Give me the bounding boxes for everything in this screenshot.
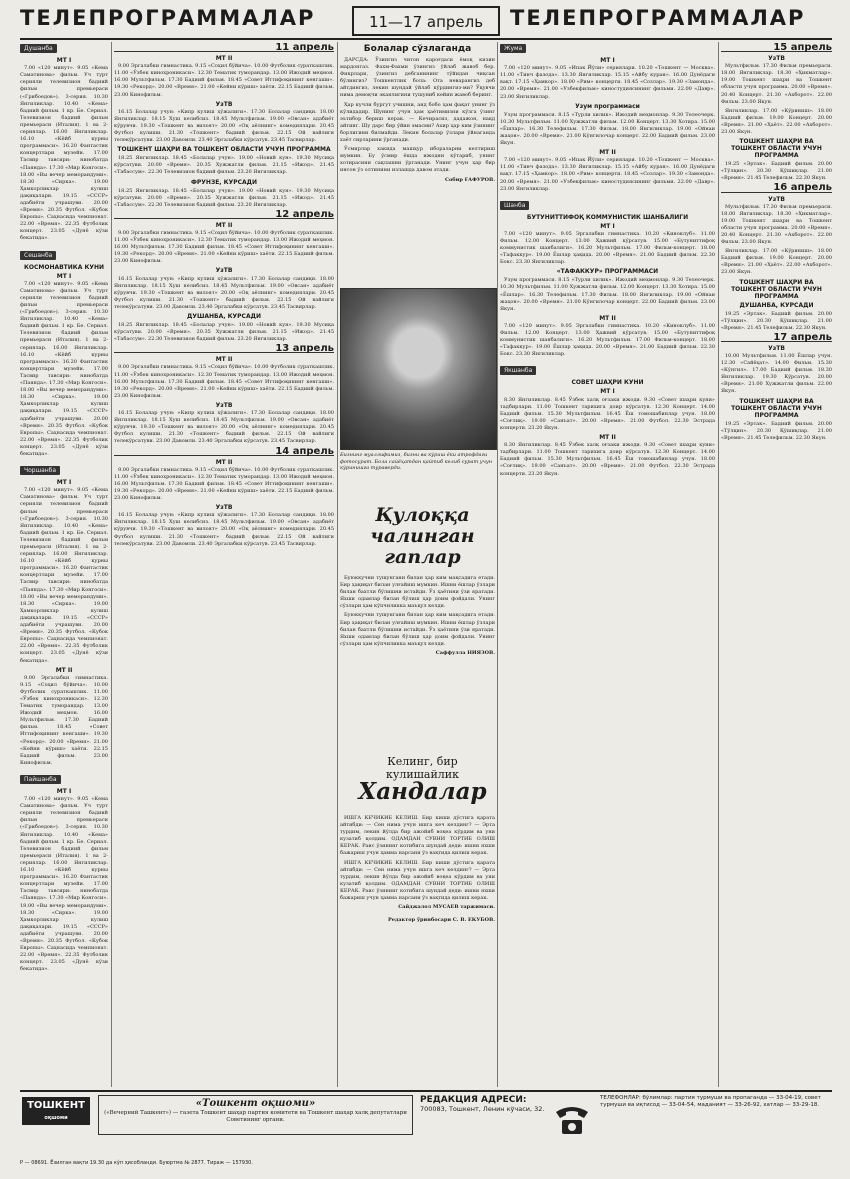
channel-label: МТ I — [600, 57, 615, 65]
program-text: 16.15 Болалар учун: «Кипр кулиш хўжалиги». 17.30 Болалар сандиқи. 18.00 Янгиликлар. 18.15 Хуш келибсиз. 18.45 Мультфильм. 19.00 «Овсан» адабиёт кўрувчи. 19.30 «Тошкент ва вилоят» 20.00 «Оқ аёлнинг» комедиялари. 20.45 Футбол кулиши. 21.30 «Тошкент» бадиий фильм. 22.15 Ой вайлиги телекўрсатуви. 23.00 Давомли. 23.40 Эргалабки кўрсатув. 23.45 Тасвирлар. — [114, 275, 334, 310]
column-separator — [111, 42, 112, 1087]
channel-label: УзТВ — [215, 267, 233, 275]
day-tab-sunday: Якшанба — [500, 366, 536, 375]
day-heading-12: 12 апрель — [114, 211, 334, 219]
program-text: 19.25 «Эртак». Бадиий фильм. 20.00 «Тўлқин». 20.30 Қўшиқлар. 21.00 «Время». 21.45 Телефильм. 22.30 Якун. — [721, 310, 832, 331]
day-tab-friday: Жума — [500, 44, 526, 53]
feature-kicker: Келинг, бир кулишайлик — [386, 755, 459, 781]
subheading-butun: БУТУНИТТИФОҚ КОММУНИСТИК ШАНБАЛИГИ — [526, 213, 689, 221]
program-text: 9.00 Эргалабки гимнастика. 9.15 «Соҳил бўйича». 10.00 Футболик сураткашлик. 11.00 «Ўзбек кинохроникаси». 12.30 Тематик туморандар. 13.00 Ижодий меҳмон. 16.00 Мультфильм. 17.30 Бадиий фильм. 18.45 «Совет Иттифоқининг кенгаши». 19.30 «Рекорд». 20.00 «Время». 21.00 «Кейни кўриш» хаёти. 22.15 Бадиий фильм. 23.00 Кинофильм. — [20, 674, 108, 766]
column-3-top — [340, 42, 495, 287]
column-1 — [20, 42, 108, 1087]
paper-info-box — [98, 1095, 413, 1135]
program-text: 7.00 «120 минут». 9.05 «Кема Саматинова» фильм. Уч турт серияли телевизион бадиий фильм премьераси («Грибоедов»). 3-серия. 10.30 Янгиликлар. 10.40 «Кема» бадиий фильм. 1 кр. Бе. Сериал. Телевизион бадиий фильм премьераси (Италия). 1 ва 2-сериялар. 16.00 Янгиликлар. 16.10 «Кёйб курны программаси». 16.20 Фантастик концертлари музейи. 17.00 Тасвир тавсири: нинобатда «Паянда». 17.30 «Мир Конгоси». 18.00 «Вы вечер меморандуми». 18.30 «Сирка». 19.00 Ҳамкорликлар кулиш дақиқалари. 19.15 «СССР» адабиёти учрашуви. 20.00 «Время». 20.35 Футбол. «Кубок Европы». Саҳнасида чемпионат. 22.00 «Время». 22.35 Футболик концерт. 23.05 «Дунё кўзи бекатида». — [20, 280, 108, 457]
channel-label: МТ I — [56, 788, 72, 795]
channel-label: УзТВ — [768, 344, 785, 352]
program-text: Янгиликлар. 17.00 «Кўриниш». 18.00 Бадиий фильм. 19.00 Концерт. 20.00 «Время». 21.00 «Ҳаёт». 22.00 «Ахборот». 23.00 Якун. — [721, 107, 832, 136]
header-title-right: ТЕЛЕПРОГРАММАЛАР — [510, 6, 806, 30]
day-heading-15: 15 апрель — [721, 44, 832, 52]
author-name: Сайджалол МУСАЕВ таржимаси. — [398, 904, 495, 911]
program-text: 7.00 «120 минут». 9.05 Эргалабки гимнастика. 10.20 «Киноклуб». 11.00 Фильм. 12.00 Концерт. 13.00 Ҳажвий кўрсатув. 15.00 «Бутуниттифоқ коммунистик шанбалиги». 16.20 Мультфильм. 17.00 Фильм-концерт. 18.00 «Тафаккур». 19.00 Ёшлар ҳақида. 20.00 «Время». 21.00 Бадиий фильм. 22.30 Бокс. 23.30 Янгиликлар. — [500, 322, 715, 358]
subheading-toshkent: ТОШКЕНТ ШАҲРИ ВА ТОШКЕНТ ОБЛАСТИ УЧУН ПРОГРАММА — [731, 397, 822, 419]
feature-text: Ҳар кучли бургут учишни, анд бобо ҳам фақат унинг ўз кўлидадир. Шунинг учун ҳам ҳаётимизни кўзга ўзинг эътибор бериш керак. — Кечирасиз, дадажон, нақд айтинг. Шу дарс бир ўйин эмасми? Ахир ҳар ким ўзининг борлигини билмайди. Лекин болалар ўзлари ўйнаганда хаёт сирларини ўрганади. — [340, 101, 495, 144]
header-title-left: ТЕЛЕПРОГРАММАЛАР — [20, 6, 316, 30]
subheading-toshkent: ТОШКЕНТ ШАҲРИ ВА ТОШКЕНТ ОБЛАСТИ УЧУН ПРОГРАММА — [731, 278, 822, 300]
channel-label: МТ II — [55, 666, 73, 674]
program-text: 9.00 Эргалабки гимнастика. 9.15 «Соҳил бўйича». 10.00 Футболик сураткашлик. 11.00 «Ўзбек кинохроникаси». 12.30 Тематик туморандар. 13.00 Ижодий меҳмон. 16.00 Мультфильм. 17.30 Бадиий фильм. 18.45 «Совет Иттифоқининг кенгаши». 19.30 «Рекорд». 20.00 «Время». 21.00 «Кейни кўриш» хаёти. 22.15 Бадиий фильм. 23.00 Кинофильм. — [114, 364, 334, 399]
header-date: 11—17 апрель — [352, 6, 500, 36]
channel-label: МТ II — [215, 458, 233, 466]
program-text: 16.15 Болалар учун: «Кипр кулиш хўжалиги». 17.30 Болалар сандиқи. 18.00 Янгиликлар. 18.15 Хуш келибсиз. 18.45 Мультфильм. 19.00 «Овсан» адабиёт кўрувчи. 19.30 «Тошкент ва вилоят» 20.00 «Оқ аёлнинг» комедиялари. 20.45 Футбол кулиши. 21.30 «Тошкент» бадиий фильм. 22.15 Ой вайлиги телекўрсатуви. 23.00 Давомли. 23.40 Эргалабки кўрсатув. 23.45 Тасвирлар. — [114, 512, 334, 547]
day-heading-14: 14 апрель — [114, 448, 334, 456]
author-name: Саффулла НИЯЗОВ. — [435, 649, 495, 656]
feature-text: Буюккучни тушунгани билан ҳар ким мақсадига етади. Бир ҳақиқат билан улғайиш мумкин. Ишни ёшлар ўзлари билан бахтли бўлишни истайди. Ўз ҳаётини ўзи яратади. Яхши одамлар билан бўлиш ҳар доим фойдали. Унинг сўзлари ҳам кўпчиликка маъқул келди. — [340, 612, 495, 647]
day-heading-11: 11 апрель — [114, 44, 334, 52]
program-text: 16.15 Болалар учун: «Кипр кулиш хўжалиги». 17.30 Болалар сандиқи. 18.00 Янгиликлар. 18.15 Хуш келибсиз. 18.45 Мультфильм. 19.00 «Овсан» адабиёт кўрувчи. 19.30 «Тошкент ва вилоят» 20.00 «Оқ аёлнинг» комедиялари. 20.45 Футбол кулиши. 21.30 «Тошкент» бадиий фильм. 22.15 Ой вайлиги телекўрсатуви. 23.00 Давомли. 23.40 Эргалабки кўрсатув. 23.45 Тасвирлар. — [114, 410, 334, 445]
program-text: 9.00 Эргалабки гимнастика. 9.15 «Соҳил бўйича». 10.00 Футболик сураткашлик. 11.00 «Ўзбек кинохроникаси». 12.30 Тематик туморандар. 13.00 Ижодий меҳмон. 16.00 Мультфильм. 17.30 Бадиий фильм. 18.45 «Совет Иттифоқининг кенгаши». 19.30 «Рекорд». 20.00 «Время». 21.00 «Кейни кўриш» хаёти. 22.15 Бадиий фильм. 23.00 Кинофильм. — [114, 229, 334, 265]
subheading-frunze: ФРУНЗЕ, КУРСАДИ — [190, 178, 258, 186]
program-text: 7.00 «120 минут». 9.05 «Кема Саматинова» фильм. Уч турт серияли телевизион бадиий фильм премьераси («Грибоедов»). 3-серия. 10.30 Янгиликлар. 10.40 «Кема» бадиий фильм. 1 кр. Бе. Сериал. Телевизион бадиий фильм премьераси (Италия). 1 ва 2-сериялар. 16.00 Янгиликлар. 16.10 «Кёйб курны программаси». 16.20 Фантастик концертлари музейи. 17.00 Тасвир тавсири: нинобатда «Паянда». 17.30 «Мир Конгоси». 18.00 «Вы вечер меморандуми». 18.30 «Сирка». 19.00 Ҳамкорликлар кулиш дақиқалари. 19.15 «СССР» адабиёти учрашуви. 20.00 «Время». 20.35 Футбол. «Кубок Европы». Саҳнасида чемпионат. 22.00 «Время». 22.35 Футболик концерт. 23.05 «Дунё кўзи бекатида». — [20, 65, 108, 242]
phones-box — [600, 1095, 832, 1147]
feature-text: ИШГА КЕЧИКИБ КЕЛИШ. Бир киши дўстига қарата айтибди: — Сен нима учун ишга кеч келдинг? — Эрта турдим, лекин йўлда бир ажойиб воқеа кўрдим ва уни кузатиб қолдим. ОДАМДАН СУВНИ ТОРТИБ ОЛИШ КЕРАК. Раис ўзининг котибига шундай деди: ишни яхши бажариш учун ҳамма нарсани ўз вақтида қилиш керак. — [340, 815, 495, 857]
program-text: 7.00 «120 минут». 9.05 «Ипак Йўли» сериялари. 10.20 «Тошкент — Москва». 11.00 «Тинч фазода». 13.30 Янгиликлар. 15.15 «Айбу куран». 16.00 Дунёдаги вақт. 17.15 «Ҳамкор». 18.00 «Рим» концерти. 18.45 «Созлар». 19.30 «Замонда». 20.00 «Время». 21.00 «Узбекфильм» киностудиясининг фильми. 22.00 «Давр». 23.00 Янгиликлар. — [500, 65, 715, 100]
channel-label: МТ I — [56, 272, 72, 280]
program-text: 10.00 Мультфильм. 11.00 Ёшлар учун. 12.30 «Сайёҳат». 14.00 Фильм. 15.30 «Кўнгил». 17.00 Бадиий фильм. 18.30 Янгиликлар. 19.30 Кўрсатув. 20.00 «Время». 21.00 Хужжатли фильм. 22.00 Якун. — [721, 353, 832, 395]
channel-label: УзТВ — [215, 100, 233, 108]
program-text: 8.30 Янгиликлар. 8.45 Ўзбек халқ оғзаки ижоди. 9.30 «Совет шаҳри куни» тадбирлари. 11.00 Тошкент тарихига доир кўрсатув. 12.30 Концерт. 14.00 Бадиий фильм. 15.30 Мультфильм. 16.45 Ёш томошабинлар учун. 18.00 «Соғлиқ». 19.00 «Санъат». 20.00 «Время». 21.00 Футбол. 22.30 Эстрада концерти. 23.20 Якун. — [500, 396, 715, 431]
column-3-bottom — [340, 815, 495, 1065]
day-tab-monday: Душанба — [20, 44, 57, 53]
column-separator — [337, 42, 338, 1087]
program-text: Узум программаси. 8.15 «Турли хилик». Ижодий меҳмонлар. 9.30 Телеочерк. 10.30 Мультфильм. 11.00 Хужжатли фильм. 12.00 Концерт. 13.30 Хотира. 15.00 «Ёшлар». 16.30 Телефильм. 17.30 Фильм. 18.00 Янгиликлар. 19.00 «Ойнаи жаҳон». 20.00 «Время». 21.00 Кўнгилочар концерт. 22.00 Бадиий фильм. 23.00 Якун. — [500, 111, 715, 147]
address-title: РЕДАКЦИЯ АДРЕСИ: — [420, 1095, 527, 1105]
feature-text: ИШГА КЕЧИКИБ КЕЛИШ. Бир киши дўстига қарата айтибди: — Сен нима учун ишга кеч келдинг? — Эрта турдим, лекин йўлда бир ажойиб воқеа кўрдим ва уни кузатиб қолдим. ОДАМДАН СУВНИ ТОРТИБ ОЛИШ КЕРАК. Раис ўзининг котибига шундай деди: ишни яхши бажариш учун ҳамма нарсани ўз вақтида қилиш керак. — [340, 859, 495, 902]
column-4 — [500, 42, 715, 1087]
subheading-kosmonavtika: КОСМОНАВТИКА КУНИ — [23, 263, 105, 271]
program-text: Мультфильм. 17.30 Фильм премьераси. 18.00 Янгиликлар. 18.30 «Ҳикматлар». 19.00 Тошкент шаҳри ва Тошкент области учун программа. 20.00 «Время». 20.40 Концерт. 21.30 «Ахборот». 22.00 Фильм. 23.00 Якун. — [721, 203, 832, 246]
channel-label: УзТВ — [768, 55, 785, 63]
day-heading-13: 13 апрель — [114, 345, 334, 353]
channel-label: МТ II — [599, 314, 616, 322]
address-box — [420, 1095, 545, 1147]
feature-title-kuloqqa: Қулоққа чалинган гаплар — [370, 504, 475, 568]
subheading-uzum: Узум программаси — [575, 102, 640, 110]
channel-label: МТ II — [215, 356, 233, 364]
program-text: 9.00 Эргалабки гимнастика. 9.15 «Соҳил бўйича». 10.00 Футболик сураткашлик. 11.00 «Ўзбек кинохроникаси». 12.30 Тематик туморандар. 13.00 Ижодий меҳмон. 16.00 Мультфильм. 17.30 Бадиий фильм. 18.45 «Совет Иттифоқининг кенгаши». 19.30 «Рекорд». 20.00 «Время». 21.00 «Кейни кўриш» хаёти. 22.15 Бадиий фильм. 23.00 Кинофильм. — [114, 466, 334, 502]
feature-text: Ўсмирлар хакида машҳур ибораларни келтириш мумкин. Бу ўсмир ёшда ижодни кўтариб, унинг хотирасини сақлашни ўрганади. Унинг учун ҳар бир инсон ўз олтинини излашда давом этади. — [340, 146, 495, 174]
header-right — [510, 6, 805, 38]
header-left — [20, 6, 315, 38]
channel-label: МТ II — [215, 221, 233, 229]
program-text: Мультфильм. 17.30 Фильм премьераси. 18.00 Янгиликлар. 18.30 «Ҳикматлар». 19.00 Тошкент шаҳри ва Тошкент области учун программа. 20.00 «Время». 20.40 Концерт. 21.30 «Ахборот». 22.00 Фильм. 23.00 Якун. — [721, 63, 832, 105]
channel-label: УзТВ — [215, 401, 233, 409]
feature-text: Буюккучни тушунгани билан ҳар ким мақсадига етади. Бир ҳақиқат билан улғайиш мумкин. Ишни ёшлар ўзлари билан бахтли бўлишни истайди. Ўз ҳаётини ўзи яратади. Яхши одамлар билан бўлиш ҳар доим фойдали. Унинг сўзлари ҳам кўпчиликка маъқул келди. — [340, 575, 495, 610]
channel-label: МТ I — [56, 57, 72, 65]
day-heading-17: 17 апрель — [721, 334, 832, 342]
program-text: Узум программаси. 8.15 «Турли хилик». Ижодий меҳмонлар. 9.30 Телеочерк. 10.30 Мультфильм. 11.00 Хужжатли фильм. 12.00 Концерт. 13.30 Хотира. 15.00 «Ёшлар». 16.30 Телефильм. 17.30 Фильм. 18.00 Янгиликлар. 19.00 «Ойнаи жаҳон». 20.00 «Время». 21.00 Кўнгилочар концерт. 22.00 Бадиий фильм. 23.00 Якун. — [500, 277, 715, 312]
logo-text: ТОШКЕНТ — [27, 1100, 85, 1111]
subheading-dushanba: ДУШАНБА, КУРСАДИ — [739, 301, 814, 309]
channel-label: МТ I — [600, 388, 615, 396]
column-3-middle — [340, 575, 495, 750]
phones-text: ТЕЛЕФОНЛАР: бўлимлар: партия турмуши ва пропаганда — 33-04-19, совет турмуши ва иқтисод — 33-04-54, маданият — 33-26-92, хатлар — 33-29-18. — [600, 1095, 821, 1108]
subheading-bolalar: Болалар сўзлаганда — [363, 44, 472, 54]
day-heading-16: 16 апрель — [721, 184, 832, 192]
subheading-sovet: СОВЕТ ШАҲРИ КУНИ — [571, 379, 644, 387]
channel-label: МТ I — [56, 479, 72, 487]
day-tab-thursday: Пайшанба — [20, 775, 61, 784]
header-rule — [20, 38, 832, 40]
subheading-tafakkur: «ТАФАККУР» ПРОГРАММАСИ — [556, 268, 659, 276]
program-text: Янгиликлар. 17.00 «Кўриниш». 18.00 Бадиий фильм. 19.00 Концерт. 20.00 «Время». 21.00 «Ҳаёт». 22.00 «Ахборот». 23.00 Якун. — [721, 248, 832, 276]
child-photo — [340, 288, 497, 450]
channel-label: УзТВ — [768, 195, 785, 203]
channel-label: МТ II — [215, 55, 233, 63]
paper-name: «Тошкент оқшоми» — [195, 1098, 316, 1109]
program-text: 18.25 Янгиликлар. 18.45 «Болалар учун». 19.00 «Новий кун». 19.30 Мусиқа кўрсатуви. 20.00 «Время». 20.35 Хужжатли фильм. 21.15 «Ижод». 21.45 «Табассум». 22.30 Телевизион бадиий фильм. 23.20 Янгиликлар. — [114, 187, 334, 208]
footer-rule — [20, 1090, 832, 1092]
day-tab-wednesday: Чоршанба — [20, 466, 60, 475]
logo-subtext: оқшоми — [44, 1115, 68, 1121]
program-text: 7.00 «120 минут». 9.05 «Кема Саматинова» фильм. Уч турт серияли телевизион бадиий фильм премьераси («Грибоедов»). 3-серия. 10.30 Янгиликлар. 10.40 «Кема» бадиий фильм. 1 кр. Бе. Сериал. Телевизион бадиий фильм премьераси (Италия). 1 ва 2-сериялар. 16.00 Янгиликлар. 16.10 «Кёйб курны программаси». 16.20 Фантастик концертлари музейи. 17.00 Тасвир тавсири: нинобатда «Паянда». 17.30 «Мир Конгоси». 18.00 «Вы вечер меморандуми». 18.30 «Сирка». 19.00 Ҳамкорликлар кулиш дақиқалари. 19.15 «СССР» адабиёти учрашуви. 20.00 «Время». 20.35 Футбол. «Кубок Европы». Саҳнасида чемпионат. 22.00 «Время». 22.35 Футболик концерт. 23.05 «Дунё кўзи бекатида». — [20, 796, 108, 973]
day-tab-tuesday: Сешанба — [20, 251, 56, 260]
print-info: Р — 08691. Ёзилган вақти 19.30 да кўп ҳисобланди. Буюртма № 2877. Тираж — 157930. — [20, 1160, 253, 1166]
day-tab-saturday: Шанба — [500, 201, 529, 210]
paper-description: («Вечерний Ташкент») — газета Тошкент шаҳар партия комитети ва Тошкент шаҳар халқ депутатлари Советининг органи. — [104, 1110, 407, 1123]
channel-label: МТ II — [599, 434, 616, 442]
channel-label: МТ I — [600, 222, 615, 230]
column-5 — [721, 42, 832, 1087]
subheading-dushanba: ДУШАНБА, КУРСАДИ — [187, 313, 261, 320]
column-2 — [114, 42, 334, 1087]
telephone-icon — [552, 1102, 592, 1136]
feature-text: ДАРСДА: Ўзингиз читон кароғдаси ёмоқ кизин мардонгаз. Фахм-Фахми ўзингиз ўйлаб жавоб бер. Фикрлари, ўзингиз дебганининг тўйидан чиқсан бўлингиз? Тошкентлик бола: Ота неварангиз деб айтдингиз, лекин шундай ўйлаб кўрдингиз-ми? Ўқувчи нима демоқчи эканлигини тушуниб кейин жавоб беринг. — [340, 57, 495, 99]
channel-label: МТ II — [599, 149, 616, 157]
photo-caption: Бизнинг муаллифимиз, бизни ва кўриш ёки атрофдаги фотосурат. Бола сайёҳатдан қайтиб келиб сурат учун кўринишга тураверди. — [340, 452, 493, 471]
subheading-toshkent: ТОШКЕНТ ШАҲРИ ВА ТОШКЕНТ ОБЛАСТИ УЧУН ПРОГРАММА — [731, 138, 822, 160]
editor-name: Редактор ўринбосари С. В. ЕКУБОВ. — [388, 917, 495, 924]
program-text: 19.25 «Эртак». Бадиий фильм. 20.00 «Тўлқин». 20.30 Қўшиқлар. 21.00 «Время». 21.45 Телефильм. 22.30 Якун. — [721, 161, 832, 182]
feature-title-handalar: Хандалар — [358, 778, 487, 805]
program-text: 7.00 «120 минут». 9.05 «Кема Саматинова» фильм. Уч турт серияли телевизион бадиий фильм премьераси («Грибоедов»). 3-серия. 10.30 Янгиликлар. 10.40 «Кема» бадиий фильм. 1 кр. Бе. Сериал. Телевизион бадиий фильм премьераси (Италия). 1 ва 2-сериялар. 16.00 Янгиликлар. 16.10 «Кёйб курны программаси». 16.20 Фантастик концертлари музейи. 17.00 Тасвир тавсири: нинобатда «Паянда». 17.30 «Мир Конгоси». 18.00 «Вы вечер меморандуми». 18.30 «Сирка». 19.00 Ҳамкорликлар кулиш дақиқалари. 19.15 «СССР» адабиёти учрашуви. 20.00 «Время». 20.35 Футбол. «Кубок Европы». Саҳнасида чемпионат. 22.00 «Время». 22.35 Футболик концерт. 23.05 «Дунё кўзи бекатида». — [20, 487, 108, 664]
column-separator — [718, 42, 719, 1087]
subheading-toshkent: ТОШКЕНТ ШАҲРИ ВА ТОШКЕНТ ОБЛАСТИ УЧУН ПРОГРАММА — [117, 146, 331, 154]
channel-label: УзТВ — [215, 504, 233, 512]
program-text: 18.25 Янгиликлар. 18.45 «Болалар учун». 19.00 «Новий кун». 19.30 Мусиқа кўрсатуви. 20.00 «Время». 20.35 Хужжатли фильм. 21.15 «Ижод». 21.45 «Табассум». 22.30 Телевизион бадиий фильм. 23.20 Янгиликлар. — [114, 155, 334, 176]
program-text: 19.25 «Эртак». Бадиий фильм. 20.00 «Тўлқин». 20.30 Қўшиқлар. 21.00 «Время». 21.45 Телефильм. 22.30 Якун. — [721, 420, 832, 441]
program-text: 9.00 Эргалабки гимнастика. 9.15 «Соҳил бўйича». 10.00 Футболик сураткашлик. 11.00 «Ўзбек кинохроникаси». 12.30 Тематик туморандар. 13.00 Ижодий меҳмон. 16.00 Мультфильм. 17.30 Бадиий фильм. 18.45 «Совет Иттифоқининг кенгаши». 19.30 «Рекорд». 20.00 «Время». 21.00 «Кейни кўриш» хаёти. 22.15 Бадиий фильм. 23.00 Кинофильм. — [114, 63, 334, 98]
address-text: 700083, Тошкент, Ленин кўчаси, 32. — [420, 1105, 545, 1113]
column-separator — [497, 42, 498, 1087]
program-text: 7.00 «120 минут». 9.05 «Ипак Йўли» сериялари. 10.20 «Тошкент — Москва». 11.00 «Тинч фазода». 13.30 Янгиликлар. 15.15 «Айбу куран». 16.00 Дунёдаги вақт. 17.15 «Ҳамкор». 18.00 «Рим» концерти. 18.45 «Созлар». 19.30 «Замонда». 20.00 «Время». 21.00 «Узбекфильм» киностудиясининг фильми. 22.00 «Давр». 23.00 Янгиликлар. — [500, 157, 715, 192]
program-text: 16.15 Болалар учун: «Кипр кулиш хўжалиги». 17.30 Болалар сандиқи. 18.00 Янгиликлар. 18.15 Хуш келибсиз. 18.45 Мультфильм. 19.00 «Овсан» адабиёт кўрувчи. 19.30 «Тошкент ва вилоят» 20.00 «Оқ аёлнинг» комедиялари. 20.45 Футбол кулиши. 21.30 «Тошкент» бадиий фильм. 22.15 Ой вайлиги телекўрсатуви. 23.00 Давомли. 23.40 Эргалабки кўрсатув. 23.45 Тасвирлар. — [114, 108, 334, 144]
program-text: 8.30 Янгиликлар. 8.45 Ўзбек халқ оғзаки ижоди. 9.30 «Совет шаҳри куни» тадбирлари. 11.00 Тошкент тарихига доир кўрсатув. 12.30 Концерт. 14.00 Бадиий фильм. 15.30 Мультфильм. 16.45 Ёш томошабинлар учун. 18.00 «Соғлиқ». 19.00 «Санъат». 20.00 «Время». 21.00 Футбол. 22.30 Эстрада концерти. 23.20 Якун. — [500, 442, 715, 477]
program-text: 18.25 Янгиликлар. 18.45 «Болалар учун». 19.00 «Новий кун». 19.30 Мусиқа кўрсатуви. 20.00 «Время». 20.35 Хужжатли фильм. 21.15 «Ижод». 21.45 «Табассум». 22.30 Телевизион бадиий фильм. 23.20 Янгиликлар. — [114, 322, 334, 343]
program-text: 7.00 «120 минут». 9.05 Эргалабки гимнастика. 10.20 «Киноклуб». 11.00 Фильм. 12.00 Концерт. 13.00 Ҳажвий кўрсатув. 15.00 «Бутуниттифоқ коммунистик шанбалиги». 16.20 Мультфильм. 17.00 Фильм-концерт. 18.00 «Тафаккур». 19.00 Ёшлар ҳақида. 20.00 «Время». 21.00 Бадиий фильм. 22.30 Бокс. 23.30 Янгиликлар. — [500, 230, 715, 266]
author-name: Собир ҒАФУРОВ. — [444, 176, 495, 183]
newspaper-logo — [22, 1097, 90, 1125]
